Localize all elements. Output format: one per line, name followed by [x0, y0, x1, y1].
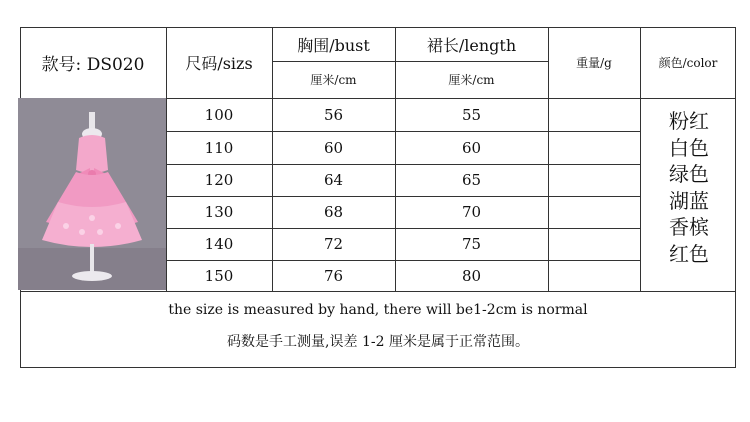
color-header: 颜色/color — [658, 56, 718, 70]
bust-cell: 56 — [323, 105, 344, 124]
dress-illustration — [18, 98, 166, 290]
bust-cell: 64 — [323, 171, 344, 189]
note-chinese: 码数是手工测量,误差 1-2 厘米是属于正常范围。 — [227, 334, 529, 350]
size-cell: 110 — [204, 138, 234, 157]
size-header: 尺码/sizs — [185, 54, 253, 73]
length-cell: 75 — [461, 235, 482, 253]
length-header: 裙长/length — [426, 35, 517, 55]
length-cell: 60 — [461, 138, 482, 157]
length-cell: 55 — [461, 105, 482, 124]
length-cell: 70 — [461, 203, 482, 221]
bust-unit: 厘米/cm — [310, 73, 357, 87]
length-cell: 80 — [461, 266, 482, 285]
bust-header: 胸围/bust — [297, 35, 370, 55]
bust-cell: 72 — [323, 235, 344, 253]
size-cell: 150 — [204, 266, 234, 285]
color-item: 香槟 — [669, 215, 709, 239]
length-cell: 65 — [461, 171, 482, 189]
color-list — [641, 108, 737, 267]
color-item: 粉红 — [669, 109, 709, 133]
bust-cell: 76 — [323, 266, 344, 285]
size-cell: 100 — [204, 105, 234, 124]
table-border-bottom — [20, 367, 736, 368]
note-english: the size is measured by hand, there will be1-2cm is normal — [168, 302, 588, 318]
bust-cell: 68 — [323, 203, 344, 221]
style-number: 款号: DS020 — [41, 55, 145, 75]
color-item: 白色 — [669, 135, 709, 160]
bust-cell: 60 — [323, 138, 344, 157]
length-unit: 厘米/cm — [448, 73, 495, 87]
dress-photo — [18, 98, 166, 290]
weight-header: 重量/g — [576, 56, 612, 70]
color-item: 湖蓝 — [669, 188, 709, 213]
size-cell: 120 — [204, 171, 234, 189]
size-cell: 140 — [204, 235, 234, 253]
size-cell: 130 — [204, 203, 234, 221]
color-item: 绿色 — [669, 162, 709, 186]
table-body-bottom — [20, 291, 736, 292]
color-item: 红色 — [669, 241, 709, 266]
